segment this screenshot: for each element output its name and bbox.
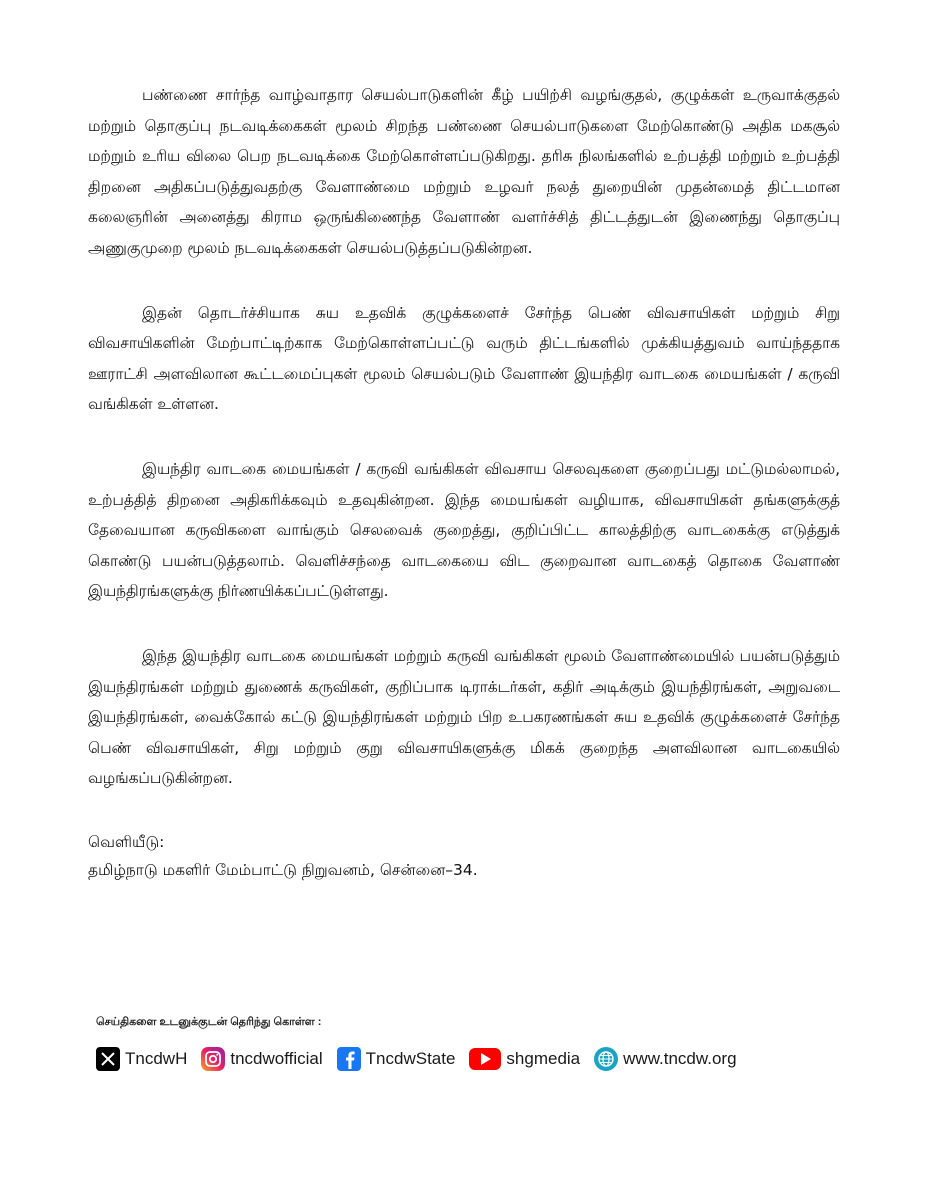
facebook-handle: TncdwState	[365, 1049, 456, 1068]
social-link-youtube[interactable]	[469, 1048, 580, 1070]
paragraph-4: இந்த இயந்திர வாடகை மையங்கள் மற்றும் கருவி வங்கிகள் மூலம் வேளாண்மையில் பயன்படுத்தும் இயந்திரங்கள் மற்றும் துணைக் கருவிகள், குறிப்பாக டிராக்டர்கள், கதிர் அடிக்கும் இயந்திரங்கள், அறுவடை இயந்திரங்கள், வைக்கோல் கட்டு இயந்திரங்கள் மற்றும் பிற உபகரணங்கள் சுய உதவிக் குழுக்களைச் சேர்ந்த பெண் விவசாயிகள், சிறு மற்றும் குறு விவசாயிகளுக்கு மிகக் குறைந்த அளவிலான வாடகையில் வழங்கப்படுகின்றன.	[88, 646, 840, 788]
social-link-website[interactable]	[594, 1047, 736, 1071]
paragraph-3: இயந்திர வாடகை மையங்கள் / கருவி வங்கிகள் விவசாய செலவுகளை குறைப்பது மட்டுமல்லாமல், உற்பத்தித் திறனை அதிகரிக்கவும் உதவுகின்றன. இந்த மையங்கள் வழியாக, விவசாயிகள் தங்களுக்குத் தேவையான கருவிகளை வாங்கும் செலவைக் குறைத்து, குறிப்பிட்ட காலத்திற்கு வாடகைக்கு எடுத்துக் கொண்டு பயன்படுத்தலாம். வெளிச்சந்தை வாடகையை விட குறைவான வாடகைத் தொகை வேளாண் இயந்திரங்களுக்கு நிர்ணயிக்கப்பட்டுள்ளது.	[88, 459, 840, 601]
web-icon	[594, 1047, 618, 1071]
youtube-handle: shgmedia	[506, 1049, 581, 1068]
youtube-icon	[469, 1048, 501, 1070]
facebook-icon	[337, 1047, 361, 1071]
release-label: வெளியீடு:	[88, 832, 165, 851]
x-handle: TncdwH	[125, 1049, 188, 1068]
release-info	[88, 828, 840, 884]
instagram-handle: tncdwofficial	[230, 1049, 323, 1068]
social-link-facebook[interactable]	[337, 1047, 456, 1071]
social-link-instagram[interactable]	[201, 1047, 322, 1071]
website-url: www.tncdw.org	[623, 1049, 737, 1068]
paragraph-2: இதன் தொடர்ச்சியாக சுய உதவிக் குழுக்களைச் சேர்ந்த பெண் விவசாயிகள் மற்றும் சிறு விவசாயிகளின் மேற்பாட்டிற்காக மேற்கொள்ளப்பட்டு வரும் திட்டங்களில் முக்கியத்துவம் வாய்ந்ததாக ஊராட்சி அளவிலான கூட்டமைப்புகள் மூலம் செயல்படும் வேளாண் இயந்திர வாடகை மையங்கள் / கருவி வங்கிகள் உள்ளன.	[88, 303, 840, 414]
paragraph-1: பண்ணை சார்ந்த வாழ்வாதார செயல்பாடுகளின் கீழ் பயிற்சி வழங்குதல், குழுக்கள் உருவாக்குதல் மற்றும் தொகுப்பு நடவடிக்கைகள் மூலம் சிறந்த பண்ணை செயல்பாடுகளை மேற்கொண்டு அதிக மகசூல் மற்றும் உரிய விலை பெற நடவடிக்கை மேற்கொள்ளப்படுகிறது. தரிசு நிலங்களில் உற்பத்தி மற்றும் உற்பத்தி திறனை அதிகப்படுத்துவதற்கு வேளாண்மை மற்றும் உழவர் நலத் துறையின் முதன்மைத் திட்டமான கலைஞரின் அனைத்து கிராம ஒருங்கிணைந்த வேளாண் வளர்ச்சித் திட்டத்துடன் இணைந்து தொகுப்பு அணுகுமுறை மூலம் நடவடிக்கைகள் செயல்படுத்தப்படுகின்றன.	[88, 86, 840, 257]
social-link-x[interactable]	[96, 1047, 187, 1071]
social-links	[96, 1047, 737, 1071]
x-icon	[96, 1047, 120, 1071]
press-release-body	[88, 80, 840, 884]
release-organization: தமிழ்நாடு மகளிர் மேம்பாட்டு நிறுவனம், சென்னை–34.	[88, 860, 478, 879]
follow-us-text: செய்திகளை உடனுக்குடன் தெரிந்து கொள்ள :	[96, 1016, 322, 1028]
instagram-icon	[201, 1047, 225, 1071]
